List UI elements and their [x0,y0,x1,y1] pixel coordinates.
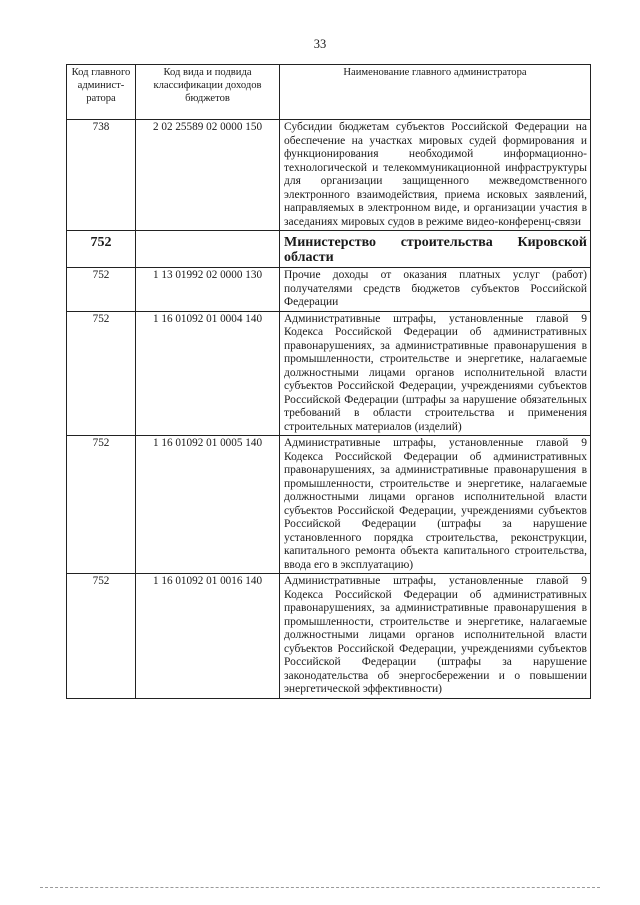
page-number: 33 [313,37,327,51]
header-code-class [136,65,280,120]
code-class-value: 1 16 01092 01 0016 140 [152,575,263,587]
cell-ministry-name [280,231,591,268]
table-row [67,120,591,231]
code-admin-value: 752 [92,437,110,449]
code-class-value: 1 13 01992 02 0000 130 [152,269,263,281]
cell-description [280,311,591,436]
scan-artifact-divider [40,887,600,890]
code-admin-value: 752 [92,575,110,587]
header-name-admin-text: Наименование главного администратора [343,67,527,78]
table-header-row [67,65,591,120]
code-class-value: 1 16 01092 01 0004 140 [152,312,263,325]
cell-code-admin [67,574,136,699]
ministry-row [67,231,591,268]
table-row [67,574,591,699]
code-class-value: 2 02 25589 02 0000 150 [152,121,263,133]
cell-description [280,574,591,699]
table-row [67,268,591,312]
code-admin-value: 752 [92,312,110,325]
revenue-administrators-table [66,64,591,699]
header-code-class-text: Код вида и подвида классификации доходов бюджетов [153,67,262,104]
cell-code-class [136,436,280,574]
description-text: Прочие доходы от оказания платных услуг (работ) получателями средств бюджетов субъектов Российской Федерации [284,269,587,308]
description-text: Субсидии бюджетам субъектов Российской Федерации на обеспечение на участках мировых судей формирования и функционирования необходимой информационно-технологической и телекоммуникационной инфраструктуры для организации защищенного межведомственного электронного взаимодействия, приема исковых заявлений, направляемых в электронном виде, и организации участия в заседаниях мировых судов в режиме видео-конференц-связи [284,121,587,228]
cell-code-class [136,311,280,436]
code-class-value: 1 16 01092 01 0005 140 [152,437,263,449]
cell-code-class [136,120,280,231]
cell-code-admin [67,436,136,574]
cell-description [280,120,591,231]
cell-description [280,268,591,312]
header-code-admin-text: Код главного админист-ратора [71,67,131,104]
cell-code-admin [67,120,136,231]
description-text: Административные штрафы, установленные главой 9 Кодекса Российской Федерации об административных правонарушениях, за административные правонарушения в промышленности, строительстве и энергетике, налагаемые должностными лицами органов исполнительной власти субъектов Российской Федерации, учреждениями субъектов Российской Федерации (штрафы за нарушение обязательных требований в области строительства и применения строительных материалов (изделий) [284,312,587,433]
cell-code-admin [67,311,136,436]
header-name-admin [280,65,591,120]
code-admin-value: 752 [92,269,110,281]
cell-empty [136,231,280,268]
cell-code-admin [67,268,136,312]
cell-description [280,436,591,574]
cell-ministry-code [67,231,136,268]
description-text: Административные штрафы, установленные главой 9 Кодекса Российской Федерации об административных правонарушениях, за административные правонарушения в промышленности, строительстве и энергетике, налагаемые должностными лицами органов исполнительной власти субъектов Российской Федерации, учреждениями субъектов Российской Федерации (штрафы за нарушение установленного порядка строительства, реконструкции, капитального ремонта объекта капитального строительства, ввода его в эксплуатацию) [284,437,587,571]
table-row [67,436,591,574]
header-code-admin [67,65,136,120]
ministry-code: 752 [90,235,112,250]
ministry-name: Министерство строительства Кировской области [284,235,587,265]
cell-code-class [136,268,280,312]
description-text: Административные штрафы, установленные главой 9 Кодекса Российской Федерации об административных правонарушениях, за административные правонарушения в промышленности, строительстве и энергетике, налагаемые должностными лицами органов исполнительной власти субъектов Российской Федерации, учреждениями субъектов Российской Федерации (штрафы за нарушение законодательства об энергосбережении и о повышении энергетической эффективности) [284,575,587,695]
code-admin-value: 738 [92,121,110,133]
cell-code-class [136,574,280,699]
table-row [67,311,591,436]
